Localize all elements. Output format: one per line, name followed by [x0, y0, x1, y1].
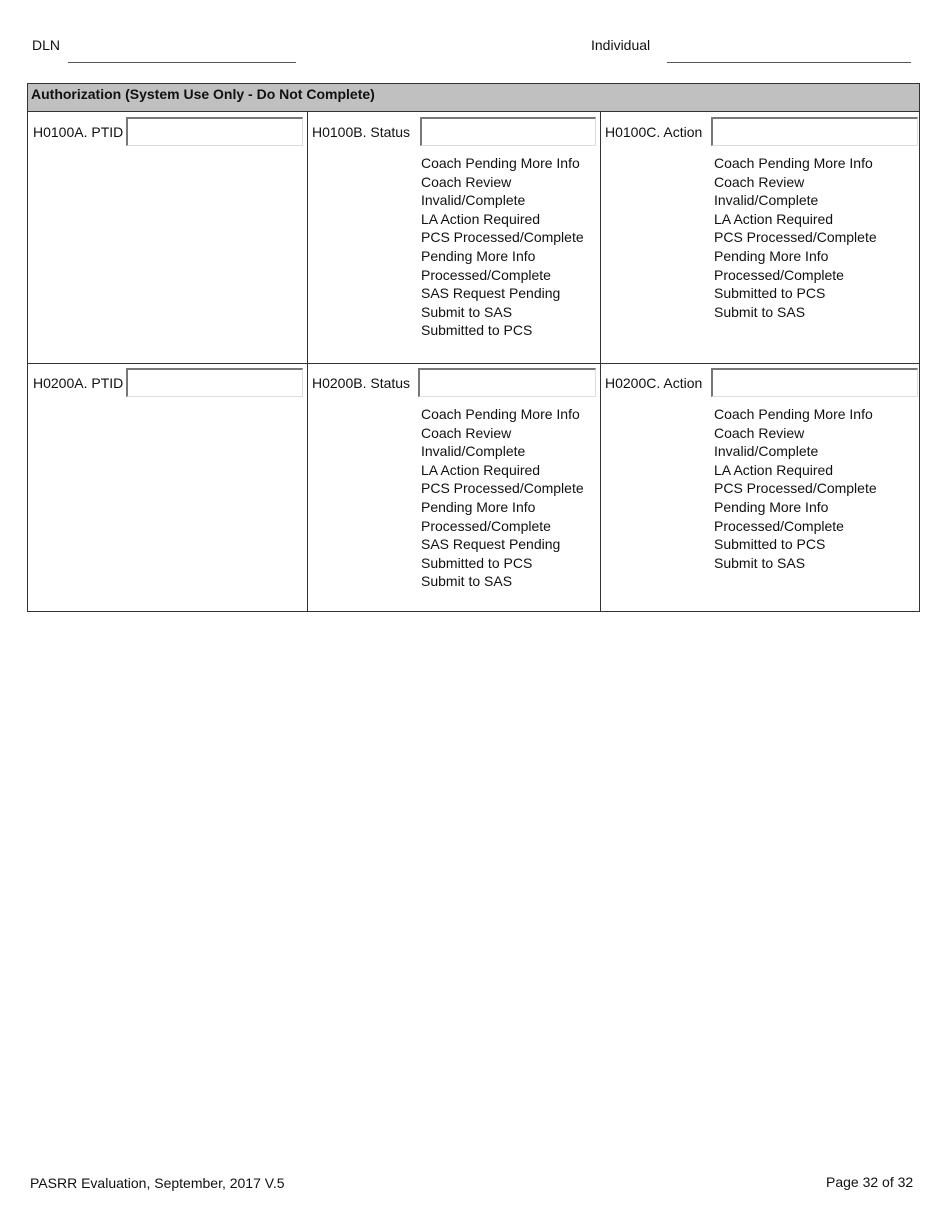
footer-document-title: PASRR Evaluation, September, 2017 V.5: [30, 1175, 285, 1191]
h0200c-action-field[interactable]: [711, 368, 918, 397]
h0200c-action-label: H0200C. Action: [605, 375, 703, 391]
option-item: Invalid/Complete: [421, 443, 526, 460]
h0100b-status-label: H0100B. Status: [312, 124, 411, 140]
option-item: Submit to SAS: [714, 303, 806, 320]
option-item: Submit to SAS: [421, 303, 513, 320]
option-item: Processed/Complete: [421, 517, 551, 534]
individual-label: Individual: [591, 37, 651, 53]
h0200a-ptid-field[interactable]: [126, 368, 303, 397]
option-item: Coach Pending More Info: [421, 406, 580, 422]
option-item: Coach Review: [421, 424, 512, 441]
column-divider: [600, 112, 601, 612]
option-item: Coach Pending More Info: [421, 155, 580, 171]
option-item: Coach Pending More Info: [714, 406, 873, 422]
row-divider: [28, 363, 919, 364]
dln-input-line[interactable]: [68, 62, 296, 63]
option-item: LA Action Required: [714, 461, 834, 478]
dln-label: DLN: [32, 37, 61, 53]
option-item: Submitted to PCS: [421, 554, 533, 571]
option-item: Submitted to PCS: [714, 536, 826, 553]
h0200c-action-options: [714, 405, 877, 572]
authorization-section: [27, 83, 920, 612]
h0100a-ptid-field[interactable]: [126, 117, 303, 146]
h0200b-status-label: H0200B. Status: [312, 375, 411, 391]
option-item: Processed/Complete: [714, 517, 844, 534]
footer-page-number: Page 32 of 32: [826, 1174, 914, 1190]
h0100c-action-label: H0100C. Action: [605, 124, 703, 140]
h0100b-status-field[interactable]: [420, 117, 596, 146]
option-item: Coach Review: [714, 173, 805, 190]
option-item: Processed/Complete: [421, 266, 551, 283]
option-item: PCS Processed/Complete: [714, 480, 877, 497]
option-item: Pending More Info: [421, 498, 536, 515]
option-item: PCS Processed/Complete: [421, 480, 584, 497]
option-item: Coach Review: [714, 424, 805, 441]
h0100b-status-options: [421, 154, 584, 340]
column-divider: [307, 112, 308, 612]
option-item: Coach Pending More Info: [714, 155, 873, 171]
h0100c-action-options: [714, 154, 877, 321]
h0200b-status-field[interactable]: [418, 368, 596, 397]
option-item: Processed/Complete: [714, 266, 844, 283]
option-item: LA Action Required: [714, 210, 834, 227]
option-item: Pending More Info: [714, 498, 829, 515]
h0200b-status-options: [421, 405, 584, 591]
option-item: SAS Request Pending: [421, 285, 561, 302]
option-item: Submit to SAS: [714, 554, 806, 571]
option-item: PCS Processed/Complete: [714, 229, 877, 246]
option-item: Submitted to PCS: [714, 285, 826, 302]
option-item: LA Action Required: [421, 461, 541, 478]
option-item: Submitted to PCS: [421, 322, 533, 339]
option-item: Pending More Info: [714, 247, 829, 264]
option-item: Invalid/Complete: [714, 443, 819, 460]
option-item: Invalid/Complete: [421, 192, 526, 209]
h0100c-action-field[interactable]: [711, 117, 918, 146]
option-item: PCS Processed/Complete: [421, 229, 584, 246]
option-item: SAS Request Pending: [421, 536, 561, 553]
option-item: LA Action Required: [421, 210, 541, 227]
option-item: Invalid/Complete: [714, 192, 819, 209]
option-item: Pending More Info: [421, 247, 536, 264]
h0200a-ptid-label: H0200A. PTID: [33, 375, 124, 391]
option-item: Coach Review: [421, 173, 512, 190]
section-title: Authorization (System Use Only - Do Not Complete): [28, 84, 919, 112]
individual-input-line[interactable]: [667, 62, 911, 63]
h0100a-ptid-label: H0100A. PTID: [33, 124, 124, 140]
option-item: Submit to SAS: [421, 573, 513, 590]
